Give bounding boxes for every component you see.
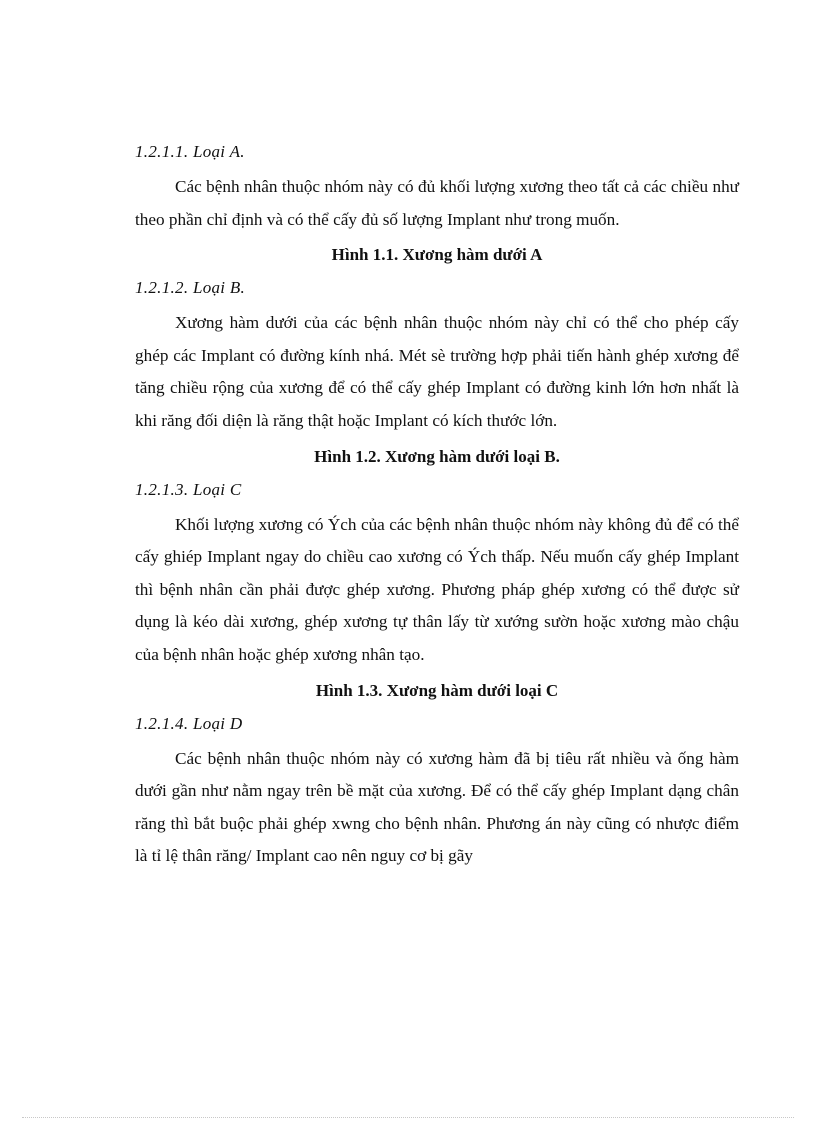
document-page xyxy=(135,138,739,878)
section-heading-loai-c: 1.2.1.3. Loại C xyxy=(135,479,242,499)
section-heading-loai-d: 1.2.1.4. Loại D xyxy=(135,713,243,733)
figure-caption-1-1: Hình 1.1. Xương hàm dưới A xyxy=(331,245,543,265)
figure-caption-1-2: Hình 1.2. Xương hàm dưới loại B. xyxy=(314,446,560,466)
paragraph-loai-c: Khối lượng xương có Ých của các bệnh nhân thuộc nhóm này không đủ để có thể cấy ghiép Implant ngay do chiều cao xương có Ých thấp. Nếu muốn cấy ghép Implant thì bệnh nhân cần phải được ghép xương. Phương pháp ghép xương có thể được sử dụng là kéo dài xương, ghép xương tự thân lấy từ xướng sườn hoặc xương mào chậu của bệnh nhân hoặc ghép xương nhân tạo. xyxy=(135,514,739,664)
paragraph-loai-d: Các bệnh nhân thuộc nhóm này có xương hàm đã bị tiêu rất nhiều và ống hàm dưới gần như nằm ngay trên bề mặt của xương. Để có thể cấy ghép Implant dạng chân răng thì bắt buộc phải ghép xwng cho bệnh nhân. Phương án này cũng có nhược điểm là tỉ lệ thân răng/ Implant cao nên nguy cơ bị gãy xyxy=(135,748,739,866)
paragraph-loai-b: Xương hàm dưới của các bệnh nhân thuộc nhóm này chỉ có thể cho phép cấy ghép các Implant có đường kính nhá. Mét sè trường hợp phải tiến hành ghép xương để tăng chiều rộng của xương để có thể cấy ghép Implant có đường kinh lớn hơn nhất là khi răng đối diện là răng thật hoặc Implant có kích thước lớn. xyxy=(135,313,739,430)
page-bottom-divider xyxy=(22,1117,794,1118)
section-heading-loai-a: 1.2.1.1. Loại A. xyxy=(135,142,245,161)
section-heading-loai-b: 1.2.1.2. Loại B. xyxy=(135,278,246,298)
paragraph-loai-a: Các bệnh nhân thuộc nhóm này có đủ khối lượng xương theo tất cả các chiều như theo phần chỉ định và có thể cấy đủ số lượng Implant như trong muốn. xyxy=(135,177,739,229)
figure-caption-1-3: Hình 1.3. Xương hàm dưới loại C xyxy=(315,680,559,700)
